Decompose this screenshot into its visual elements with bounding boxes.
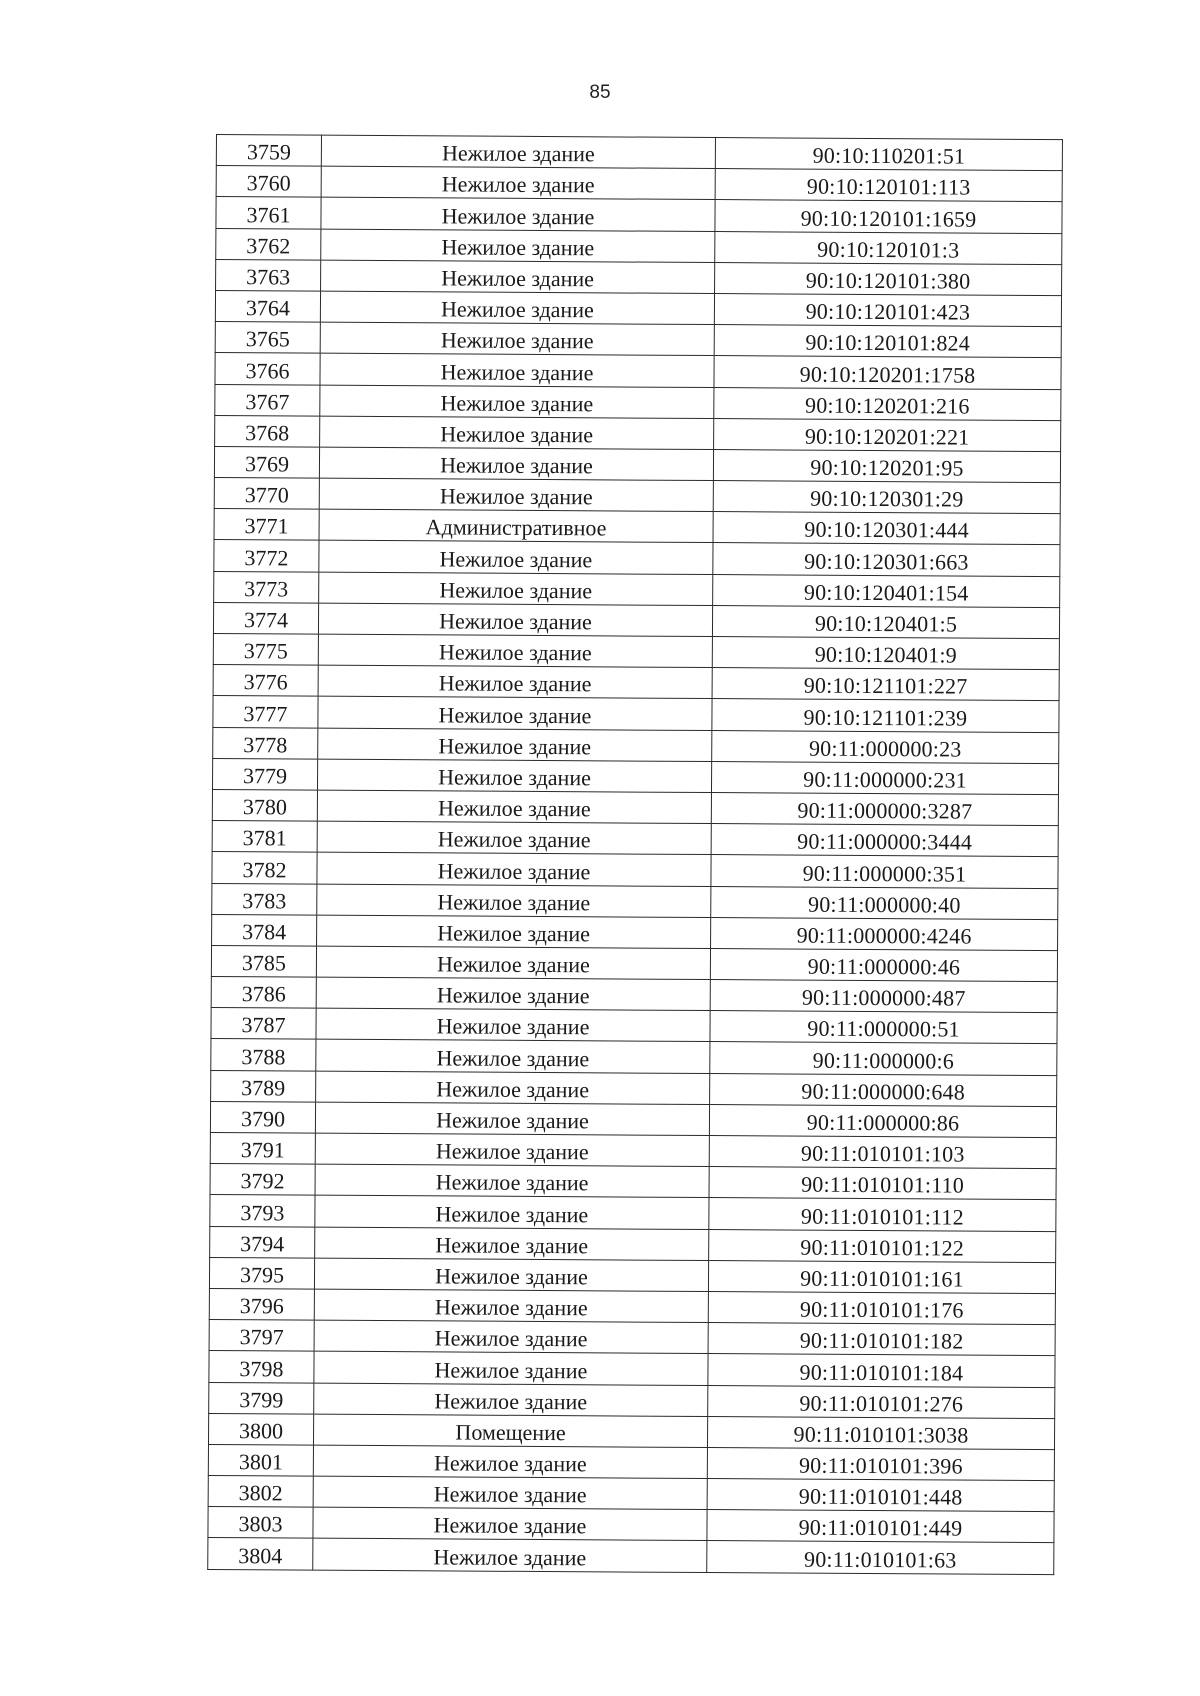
cadastral-number-cell: 90:11:010101:276 <box>708 1385 1055 1418</box>
cadastral-number-cell: 90:10:120101:3 <box>715 231 1062 264</box>
table-row <box>209 1382 1055 1418</box>
object-type-cell: Нежилое здание <box>314 1320 708 1354</box>
page-number: 85 <box>589 82 611 103</box>
object-type-cell: Нежилое здание <box>320 416 714 450</box>
row-number-cell: 3798 <box>209 1351 314 1383</box>
object-type-cell: Нежилое здание <box>315 1102 709 1136</box>
cadastral-number-cell: 90:10:120401:5 <box>712 605 1059 638</box>
table-row <box>211 1039 1057 1075</box>
cadastral-number-cell: 90:11:010101:182 <box>708 1323 1055 1356</box>
cadastral-number-cell: 90:11:000000:648 <box>710 1073 1057 1106</box>
object-type-cell: Нежилое здание <box>316 946 710 980</box>
row-number-cell: 3783 <box>212 883 317 915</box>
table-row <box>216 197 1062 233</box>
row-number-cell: 3771 <box>214 509 319 541</box>
row-number-cell: 3803 <box>208 1507 313 1539</box>
object-type-cell: Нежилое здание <box>321 198 715 232</box>
row-number-cell: 3801 <box>208 1444 313 1476</box>
row-number-cell: 3769 <box>214 446 319 478</box>
row-number-cell: 3804 <box>208 1538 313 1570</box>
row-number-cell: 3789 <box>211 1070 316 1102</box>
row-number-cell: 3772 <box>214 540 319 572</box>
table-row <box>216 166 1062 202</box>
cadastral-number-cell: 90:10:120201:216 <box>714 387 1061 420</box>
object-type-cell: Нежилое здание <box>315 1227 709 1261</box>
object-type-cell: Нежилое здание <box>321 229 715 263</box>
object-type-cell: Нежилое здание <box>313 1539 707 1573</box>
cadastral-number-cell: 90:10:120101:113 <box>715 169 1062 202</box>
object-type-cell: Нежилое здание <box>320 291 714 325</box>
object-type-cell: Нежилое здание <box>314 1351 708 1385</box>
table-row <box>211 945 1057 981</box>
cadastral-number-cell: 90:10:121101:239 <box>712 699 1059 732</box>
table-row <box>212 821 1058 857</box>
cadastral-number-cell: 90:11:010101:184 <box>708 1354 1055 1387</box>
row-number-cell: 3790 <box>210 1101 315 1133</box>
table-row <box>208 1476 1054 1512</box>
row-number-cell: 3791 <box>210 1132 315 1164</box>
object-type-cell: Нежилое здание <box>316 977 710 1011</box>
table-row <box>208 1444 1054 1480</box>
cadastral-number-cell: 90:10:120301:29 <box>713 481 1060 514</box>
table-row <box>212 789 1058 825</box>
object-type-cell: Нежилое здание <box>316 1040 710 1074</box>
object-type-cell: Нежилое здание <box>315 1164 709 1198</box>
table-row <box>212 758 1058 794</box>
object-type-cell: Нежилое здание <box>317 884 711 918</box>
object-type-cell: Нежилое здание <box>314 1383 708 1417</box>
cadastral-number-cell: 90:11:000000:3444 <box>711 824 1058 857</box>
row-number-cell: 3794 <box>210 1226 315 1258</box>
row-number-cell: 3795 <box>209 1257 314 1289</box>
row-number-cell: 3767 <box>215 384 320 416</box>
table-row <box>215 384 1061 420</box>
cadastral-number-cell: 90:11:010101:448 <box>707 1479 1054 1512</box>
table-row <box>216 228 1062 264</box>
table-row <box>209 1320 1055 1356</box>
object-type-cell: Нежилое здание <box>319 478 713 512</box>
table-row <box>214 571 1060 607</box>
object-type-cell: Нежилое здание <box>319 572 713 606</box>
table-row <box>210 1164 1056 1200</box>
table-row <box>209 1351 1055 1387</box>
object-type-cell: Нежилое здание <box>320 353 714 387</box>
table-row <box>215 290 1061 326</box>
cadastral-number-cell: 90:11:000000:86 <box>709 1104 1056 1137</box>
object-type-cell: Нежилое здание <box>317 790 711 824</box>
cadastral-number-cell: 90:10:120201:221 <box>714 418 1061 451</box>
cadastral-number-cell: 90:11:010101:103 <box>709 1136 1056 1169</box>
object-type-cell: Нежилое здание <box>313 1476 707 1510</box>
table-row <box>213 696 1059 732</box>
row-number-cell: 3765 <box>215 322 320 354</box>
cadastral-number-cell: 90:11:000000:46 <box>710 948 1057 981</box>
object-type-cell: Нежилое здание <box>318 665 712 699</box>
cadastral-number-cell: 90:10:120101:824 <box>714 325 1061 358</box>
cadastral-number-cell: 90:11:000000:351 <box>711 855 1058 888</box>
cadastral-number-cell: 90:11:010101:396 <box>707 1447 1054 1480</box>
object-type-cell: Нежилое здание <box>313 1507 707 1541</box>
object-type-cell: Нежилое здание <box>320 322 714 356</box>
object-type-cell: Нежилое здание <box>321 260 715 294</box>
object-type-cell: Нежилое здание <box>321 135 715 169</box>
row-number-cell: 3761 <box>216 197 321 229</box>
cadastral-number-cell: 90:11:000000:231 <box>711 761 1058 794</box>
object-type-cell: Нежилое здание <box>321 166 715 200</box>
row-number-cell: 3788 <box>211 1039 316 1071</box>
row-number-cell: 3760 <box>216 166 321 198</box>
table-row <box>211 977 1057 1013</box>
cadastral-number-cell: 90:11:010101:122 <box>709 1229 1056 1262</box>
row-number-cell: 3792 <box>210 1164 315 1196</box>
table-row <box>216 135 1062 171</box>
table-row <box>208 1413 1054 1449</box>
object-type-cell: Нежилое здание <box>314 1289 708 1323</box>
row-number-cell: 3775 <box>213 633 318 665</box>
cadastral-number-cell: 90:11:010101:449 <box>707 1510 1054 1543</box>
table-row <box>214 509 1060 545</box>
table-row <box>209 1257 1055 1293</box>
object-type-cell: Нежилое здание <box>319 447 713 481</box>
object-type-cell: Административное <box>319 509 713 543</box>
object-type-cell: Нежилое здание <box>318 697 712 731</box>
row-number-cell: 3766 <box>215 353 320 385</box>
row-number-cell: 3764 <box>215 290 320 322</box>
object-type-cell: Нежилое здание <box>318 603 712 637</box>
table-row <box>216 259 1062 295</box>
object-type-cell: Нежилое здание <box>317 915 711 949</box>
table-row <box>214 446 1060 482</box>
row-number-cell: 3759 <box>216 135 321 167</box>
row-number-cell: 3773 <box>214 571 319 603</box>
cadastral-number-cell: 90:10:120301:663 <box>713 543 1060 576</box>
table-row <box>208 1507 1054 1543</box>
cadastral-number-cell: 90:10:120201:95 <box>713 449 1060 482</box>
table-row <box>212 914 1058 950</box>
cadastral-number-cell: 90:10:120101:1659 <box>715 200 1062 233</box>
row-number-cell: 3777 <box>213 696 318 728</box>
cadastral-number-cell: 90:11:010101:110 <box>709 1167 1056 1200</box>
cadastral-number-cell: 90:11:000000:6 <box>710 1042 1057 1075</box>
table-row <box>214 540 1060 576</box>
row-number-cell: 3779 <box>212 758 317 790</box>
object-type-cell: Нежилое здание <box>315 1133 709 1167</box>
table-row <box>211 1008 1057 1044</box>
row-number-cell: 3768 <box>215 415 320 447</box>
row-number-cell: 3782 <box>212 852 317 884</box>
cadastral-number-cell: 90:11:000000:3287 <box>711 792 1058 825</box>
cadastral-number-cell: 90:11:000000:4246 <box>711 917 1058 950</box>
object-type-cell: Нежилое здание <box>317 821 711 855</box>
table-row <box>209 1288 1055 1324</box>
table-row <box>215 353 1061 389</box>
row-number-cell: 3787 <box>211 1008 316 1040</box>
cadastral-number-cell: 90:11:010101:3038 <box>707 1416 1054 1449</box>
table-row <box>212 852 1058 888</box>
table-row <box>213 602 1059 638</box>
object-type-cell: Нежилое здание <box>316 1008 710 1042</box>
row-number-cell: 3780 <box>212 789 317 821</box>
row-number-cell: 3799 <box>209 1382 314 1414</box>
row-number-cell: 3797 <box>209 1320 314 1352</box>
cadastral-number-cell: 90:11:000000:487 <box>710 980 1057 1013</box>
row-number-cell: 3793 <box>210 1195 315 1227</box>
object-type-cell: Нежилое здание <box>318 634 712 668</box>
object-type-cell: Нежилое здание <box>317 852 711 886</box>
cadastral-number-cell: 90:11:010101:176 <box>708 1291 1055 1324</box>
row-number-cell: 3802 <box>208 1476 313 1508</box>
row-number-cell: 3778 <box>213 727 318 759</box>
row-number-cell: 3784 <box>212 914 317 946</box>
table-row <box>213 665 1059 701</box>
row-number-cell: 3774 <box>213 602 318 634</box>
table-row <box>215 415 1061 451</box>
cadastral-number-cell: 90:11:010101:112 <box>709 1198 1056 1231</box>
cadastral-number-cell: 90:11:000000:51 <box>710 1011 1057 1044</box>
table-row <box>210 1226 1056 1262</box>
row-number-cell: 3796 <box>209 1288 314 1320</box>
cadastral-number-cell: 90:11:000000:23 <box>712 730 1059 763</box>
table-row <box>210 1195 1056 1231</box>
row-number-cell: 3763 <box>216 259 321 291</box>
table-row <box>215 322 1061 358</box>
object-type-cell: Нежилое здание <box>318 728 712 762</box>
cadastral-number-cell: 90:10:120301:444 <box>713 512 1060 545</box>
cadastral-number-cell: 90:11:000000:40 <box>711 886 1058 919</box>
object-type-cell: Нежилое здание <box>317 759 711 793</box>
table-row <box>212 883 1058 919</box>
table-row <box>213 633 1059 669</box>
row-number-cell: 3786 <box>211 977 316 1009</box>
row-number-cell: 3785 <box>211 945 316 977</box>
cadastral-number-cell: 90:11:010101:63 <box>707 1541 1054 1574</box>
object-type-cell: Нежилое здание <box>313 1445 707 1479</box>
object-type-cell: Нежилое здание <box>316 1071 710 1105</box>
cadastral-number-cell: 90:10:120101:380 <box>715 262 1062 295</box>
cadastral-number-cell: 90:10:120201:1758 <box>714 356 1061 389</box>
row-number-cell: 3762 <box>216 228 321 260</box>
table-row <box>211 1070 1057 1106</box>
property-registry-table <box>207 134 1063 1575</box>
cadastral-number-cell: 90:10:110201:51 <box>715 138 1062 171</box>
object-type-cell: Нежилое здание <box>320 385 714 419</box>
cadastral-number-cell: 90:10:121101:227 <box>712 668 1059 701</box>
table-row <box>208 1538 1054 1574</box>
table-row <box>213 727 1059 763</box>
table-row <box>210 1132 1056 1168</box>
row-number-cell: 3781 <box>212 821 317 853</box>
row-number-cell: 3800 <box>208 1413 313 1445</box>
row-number-cell: 3770 <box>214 478 319 510</box>
cadastral-number-cell: 90:11:010101:161 <box>708 1260 1055 1293</box>
object-type-cell: Помещение <box>313 1414 707 1448</box>
cadastral-number-cell: 90:10:120401:9 <box>712 637 1059 670</box>
cadastral-number-cell: 90:10:120101:423 <box>714 293 1061 326</box>
object-type-cell: Нежилое здание <box>319 541 713 575</box>
object-type-cell: Нежилое здание <box>315 1195 709 1229</box>
table-row <box>214 478 1060 514</box>
registry-body <box>208 135 1063 1575</box>
table-row <box>210 1101 1056 1137</box>
object-type-cell: Нежилое здание <box>314 1258 708 1292</box>
row-number-cell: 3776 <box>213 665 318 697</box>
cadastral-number-cell: 90:10:120401:154 <box>713 574 1060 607</box>
